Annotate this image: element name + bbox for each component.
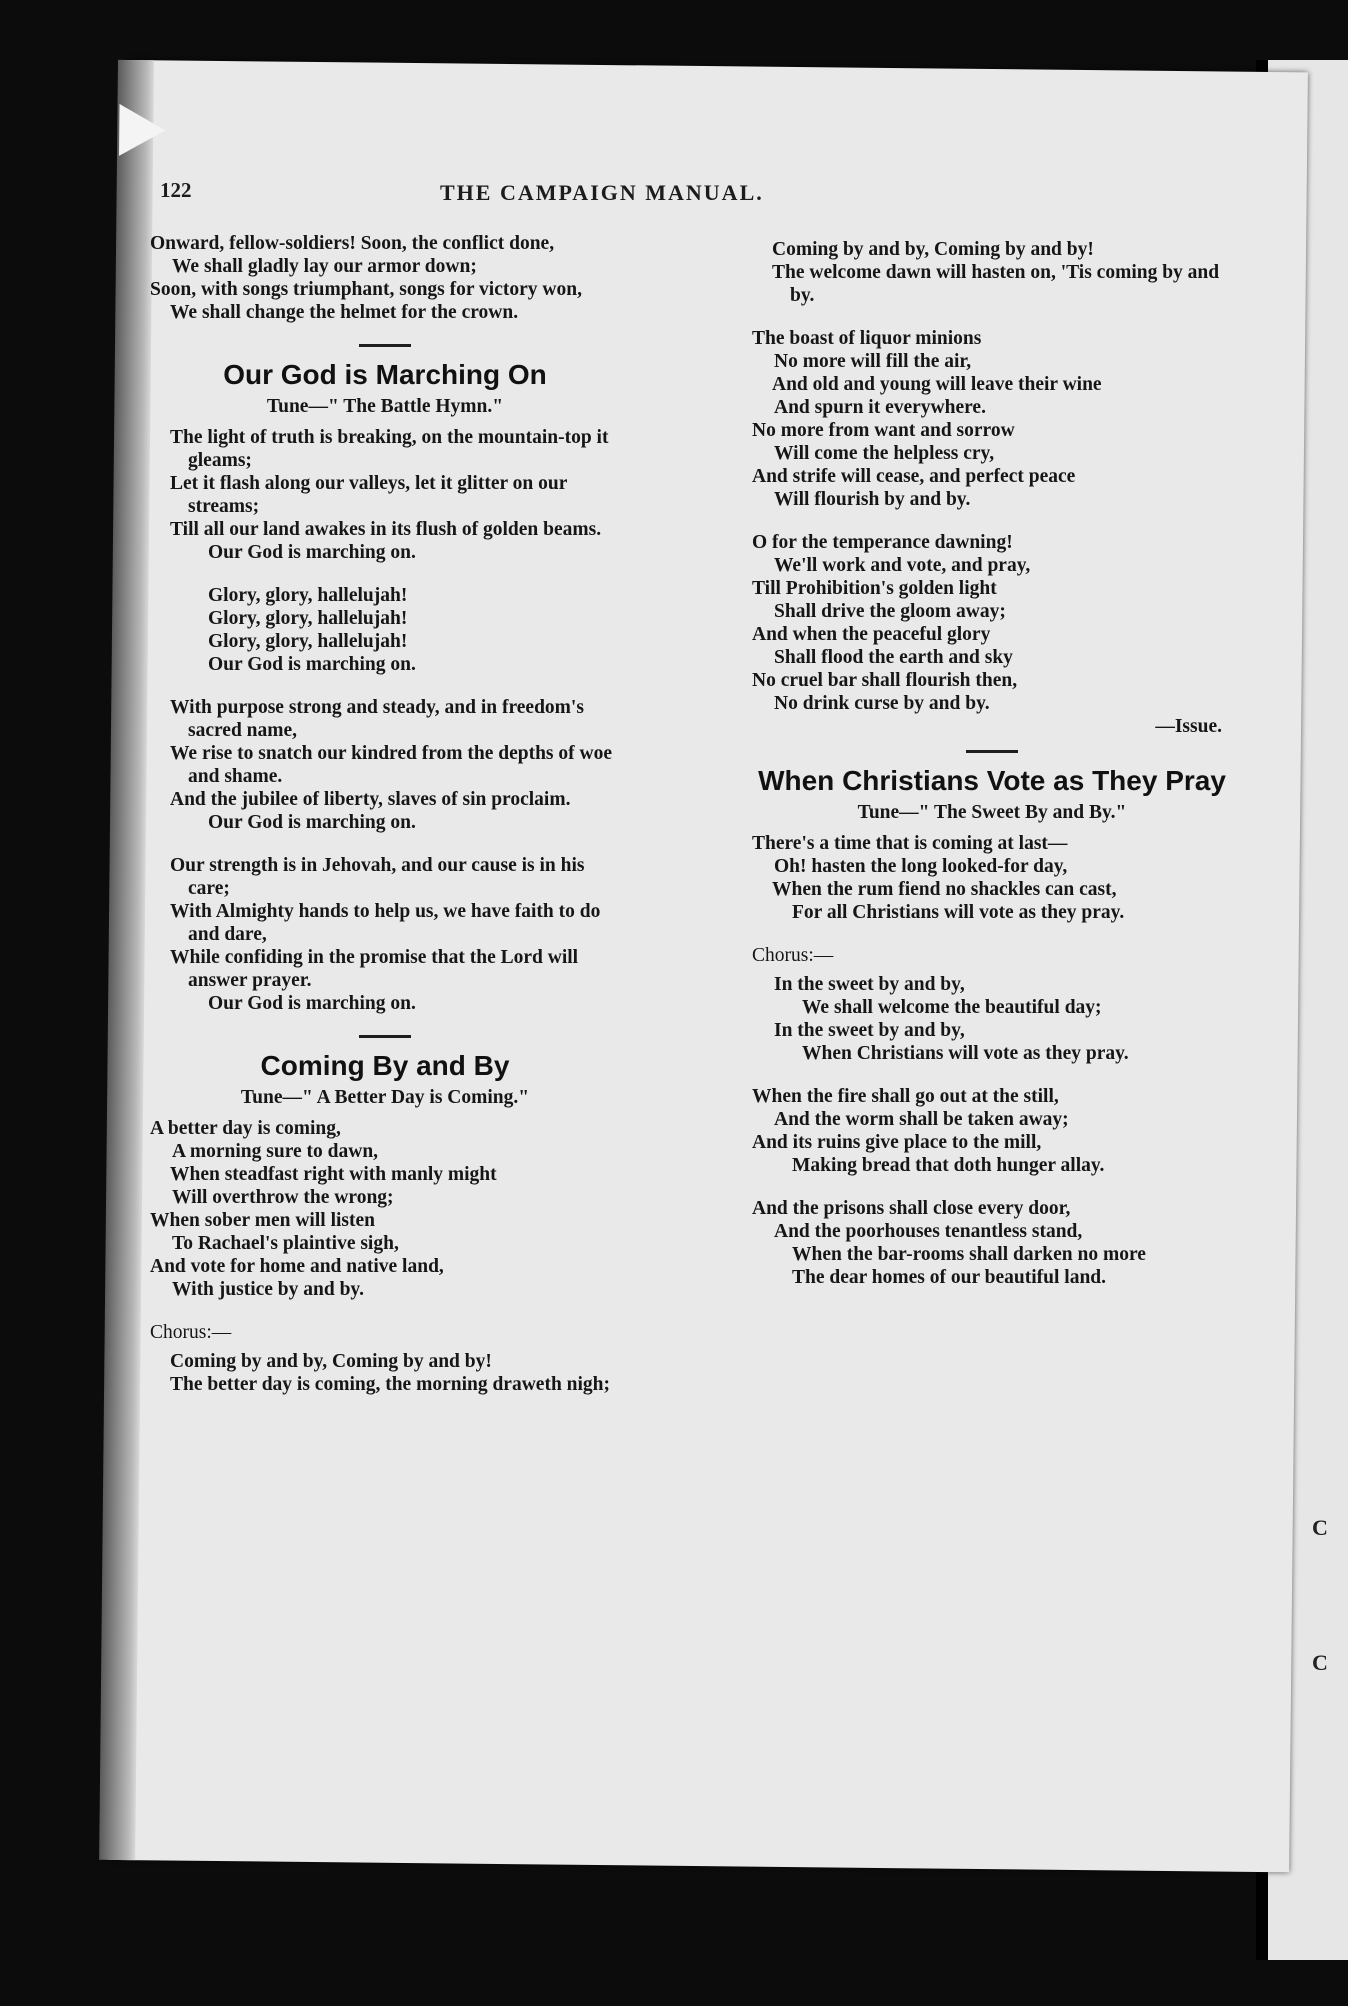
chorus-line: In the sweet by and by, — [774, 974, 965, 995]
verse-line: We shall change the helmet for the crown. — [170, 302, 519, 323]
facing-page-fragment: C — [1312, 1650, 1328, 1675]
chorus — [150, 584, 620, 676]
torn-corner — [119, 104, 166, 156]
hymn-title: Coming By and By — [260, 1050, 510, 1081]
verse-line: And strife will cease, and perfect peace — [752, 466, 1076, 487]
verse-line: With purpose strong and steady, and in freedom's sacred name, — [170, 697, 584, 741]
verse-line: The dear homes of our beautiful land. — [792, 1267, 1107, 1288]
verse-line: No cruel bar shall flourish then, — [752, 670, 1018, 691]
hymn-title: When Christians Vote as They Pray — [758, 765, 1226, 796]
stanza — [150, 426, 620, 564]
refrain-line: Our God is marching on. — [208, 812, 416, 833]
chorus — [752, 973, 1232, 1065]
chorus-line: In the sweet by and by, — [774, 1020, 965, 1041]
chorus — [150, 1350, 620, 1396]
section-divider — [966, 750, 1018, 753]
verse-line: Let it flash along our valleys, let it glitter on our streams; — [170, 473, 568, 517]
chorus-line: The better day is coming, the morning draweth nigh; — [170, 1374, 611, 1395]
refrain-line: Our God is marching on. — [208, 993, 416, 1014]
chorus-line: Glory, glory, hallelujah! — [208, 608, 408, 629]
verse-line: And the worm shall be taken away; — [774, 1109, 1069, 1130]
chorus-label: Chorus:— — [150, 1322, 232, 1343]
tune-line: Tune—" A Better Day is Coming." — [240, 1087, 530, 1108]
verse-line: There's a time that is coming at last— — [752, 833, 1068, 854]
verse-line: And spurn it everywhere. — [774, 397, 986, 418]
stanza — [752, 531, 1232, 715]
hymn-title: Our God is Marching On — [223, 359, 547, 390]
verse-line: Oh! hasten the long looked-for day, — [774, 856, 1068, 877]
verse-line: The boast of liquor minions — [752, 328, 982, 349]
verse-line: When the rum fiend no shackles can cast, — [772, 879, 1117, 900]
verse-line: We'll work and vote, and pray, — [774, 555, 1031, 576]
verse-line: Will come the helpless cry, — [774, 443, 995, 464]
chorus-line: Our God is marching on. — [208, 654, 416, 675]
verse-line: A better day is coming, — [150, 1118, 341, 1139]
chorus-line: Glory, glory, hallelujah! — [208, 585, 408, 606]
verse-line: Soon, with songs triumphant, songs for victory won, — [150, 279, 582, 300]
verse-line: Shall flood the earth and sky — [774, 647, 1013, 668]
stanza — [752, 327, 1232, 511]
stanza — [752, 1197, 1232, 1289]
page-binding-edge — [99, 60, 154, 1860]
verse-line: When sober men will listen — [150, 1210, 375, 1231]
left-column — [150, 232, 620, 1416]
chorus-label: Chorus:— — [752, 945, 834, 966]
verse-line: And the poorhouses tenantless stand, — [774, 1221, 1083, 1242]
opening-stanza — [150, 232, 620, 324]
verse-line: Will overthrow the wrong; — [172, 1187, 394, 1208]
verse-line: When the bar-rooms shall darken no more — [792, 1244, 1146, 1265]
verse-line: Till Prohibition's golden light — [752, 578, 997, 599]
stanza — [752, 832, 1232, 924]
verse-line: When the fire shall go out at the still, — [752, 1086, 1059, 1107]
verse-line: And the prisons shall close every door, — [752, 1198, 1071, 1219]
stanza — [150, 696, 620, 834]
verse-line: Will flourish by and by. — [774, 489, 971, 510]
verse-line: And when the peaceful glory — [752, 624, 991, 645]
tune-line: Tune—" The Sweet By and By." — [857, 802, 1127, 823]
verse-line: Onward, fellow-soldiers! Soon, the conflict done, — [150, 233, 555, 254]
section-divider — [359, 1035, 411, 1038]
verse-line: And its ruins give place to the mill, — [752, 1132, 1042, 1153]
verse-line: Making bread that doth hunger allay. — [792, 1155, 1105, 1176]
facing-page-fragment: C — [1312, 1515, 1328, 1540]
verse-line: We shall gladly lay our armor down; — [172, 256, 477, 277]
section-divider — [359, 344, 411, 347]
chorus-line: We shall welcome the beautiful day; — [802, 997, 1102, 1018]
verse-line: No drink curse by and by. — [774, 693, 990, 714]
right-column — [752, 238, 1232, 1309]
refrain-line: Our God is marching on. — [208, 542, 416, 563]
verse-line: And old and young will leave their wine — [772, 374, 1102, 395]
stanza — [150, 1117, 620, 1301]
verse-line: No more will fill the air, — [774, 351, 972, 372]
verse-line: A morning sure to dawn, — [172, 1141, 379, 1162]
chorus-line: The welcome dawn will hasten on, 'Tis coming by and by. — [772, 262, 1220, 306]
running-head: THE CAMPAIGN MANUAL. — [440, 180, 764, 205]
chorus-continued — [752, 238, 1232, 307]
verse-line: When steadfast right with manly might — [170, 1164, 497, 1185]
verse-line: To Rachael's plaintive sigh, — [172, 1233, 399, 1254]
chorus-line: Glory, glory, hallelujah! — [208, 631, 408, 652]
page-number: 122 — [160, 178, 192, 202]
verse-line: We rise to snatch our kindred from the depths of woe and shame. — [170, 743, 613, 787]
verse-line: And the jubilee of liberty, slaves of sin proclaim. — [170, 789, 571, 810]
verse-line: With Almighty hands to help us, we have faith to do and dare, — [170, 901, 601, 945]
stanza — [752, 1085, 1232, 1177]
verse-line: While confiding in the promise that the Lord will answer prayer. — [170, 947, 579, 991]
chorus-line: Coming by and by, Coming by and by! — [772, 239, 1094, 260]
chorus-line: Coming by and by, Coming by and by! — [170, 1351, 492, 1372]
verse-line: For all Christians will vote as they pray. — [792, 902, 1125, 923]
verse-line: Till all our land awakes in its flush of golden beams. — [170, 519, 602, 540]
verse-line: And vote for home and native land, — [150, 1256, 444, 1277]
verse-line: Shall drive the gloom away; — [774, 601, 1006, 622]
tune-line: Tune—" The Battle Hymn." — [266, 396, 504, 417]
verse-line: Our strength is in Jehovah, and our cause is in his care; — [170, 855, 585, 899]
stanza — [150, 854, 620, 1015]
attribution: —Issue. — [1155, 716, 1222, 737]
verse-line: No more from want and sorrow — [752, 420, 1015, 441]
verse-line: With justice by and by. — [172, 1279, 364, 1300]
verse-line: The light of truth is breaking, on the mountain-top it gleams; — [170, 427, 609, 471]
chorus-line: When Christians will vote as they pray. — [802, 1043, 1129, 1064]
verse-line: O for the temperance dawning! — [752, 532, 1013, 553]
